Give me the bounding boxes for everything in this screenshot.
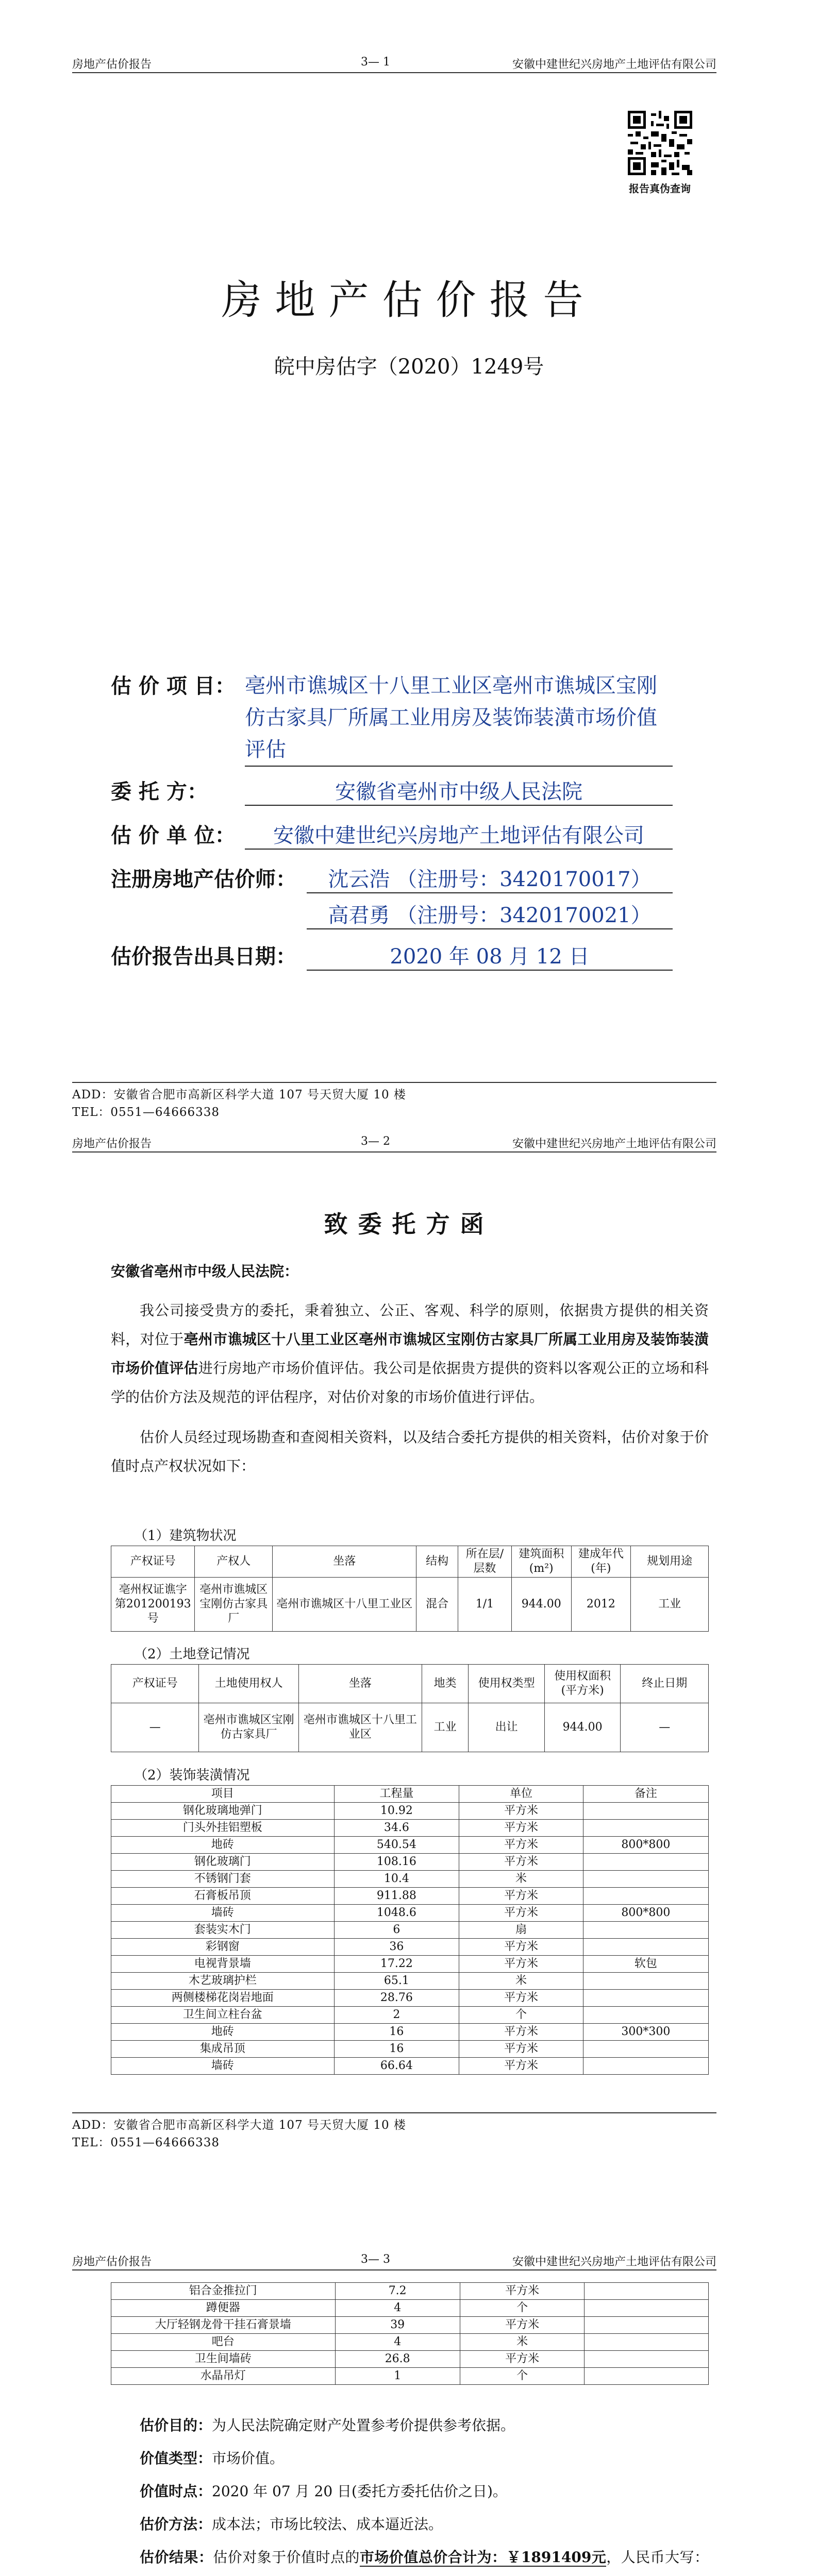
- table-cell: [583, 1854, 708, 1871]
- table-header: 土地使用权人: [199, 1665, 298, 1703]
- salutation: 安徽省亳州市中级人民法院：: [111, 1263, 299, 1280]
- footer-tel: TEL：0551—64666338: [72, 1106, 220, 1119]
- table-cell: —: [111, 1703, 199, 1752]
- report-title: 房地产估价报告: [221, 277, 597, 324]
- table-cell: 2: [334, 2007, 459, 2024]
- table-header: 产权证号: [111, 1665, 199, 1703]
- table-header: 结构: [416, 1546, 458, 1578]
- table-cell: 个: [460, 2368, 584, 2385]
- header-page: 3— 1: [361, 56, 390, 69]
- table-cell: 木艺玻璃护栏: [111, 1973, 335, 1990]
- table-cell: 平方米: [459, 1837, 583, 1854]
- p1-subject: 亳州市谯城区十八里工业区亳州市谯城区宝刚仿古家具厂所属工业用房及装饰装潢市场价值评估: [111, 1331, 709, 1377]
- table-cell: 944.00: [544, 1703, 621, 1752]
- table-cell: 钢化玻璃地弹门: [111, 1803, 335, 1820]
- type-label: 价值类型：: [140, 2450, 212, 2467]
- table-row: [111, 2007, 709, 2024]
- table-cell: 米: [460, 2334, 584, 2351]
- result-c: ，人民币大写：: [606, 2549, 709, 2566]
- table-cell: 800*800: [583, 1837, 708, 1854]
- table-cell: 65.1: [334, 1973, 459, 1990]
- table-cell: 两侧楼梯花岗岩地面: [111, 1990, 335, 2007]
- table-cell: 7.2: [335, 2283, 460, 2300]
- table-header: 项目: [111, 1786, 335, 1803]
- table-header: 坐落: [298, 1665, 422, 1703]
- table-header: 使用权面积(平方米): [544, 1665, 621, 1703]
- page-header: [72, 1131, 716, 1153]
- table-header: 使用权类型: [469, 1665, 545, 1703]
- project-label: 估 价 项 目：: [111, 674, 236, 698]
- table-cell: 套装实木门: [111, 1922, 335, 1939]
- table-cell: 米: [459, 1871, 583, 1888]
- table-header: 单位: [459, 1786, 583, 1803]
- table-cell: 300*300: [583, 2024, 708, 2041]
- table-row: [111, 2334, 709, 2351]
- client-value: 安徽省亳州市中级人民法院: [245, 775, 673, 806]
- table-cell: 水晶吊灯: [111, 2368, 336, 2385]
- table-cell: 个: [460, 2300, 584, 2317]
- method-value: 成本法；市场比较法、成本逼近法。: [212, 2516, 443, 2533]
- table-cell: 2012: [571, 1578, 631, 1632]
- appraiser-2: 高君勇 （注册号：3420170021）: [307, 899, 673, 929]
- table-row: [111, 1578, 709, 1632]
- building-table: [111, 1546, 709, 1632]
- table-cell: 66.64: [334, 2058, 459, 2075]
- table-header: 建成年代(年): [571, 1546, 631, 1578]
- table-cell: 墙砖: [111, 1905, 335, 1922]
- table-cell: [585, 2283, 709, 2300]
- table-cell: 平方米: [459, 1888, 583, 1905]
- method-label: 估价方法：: [140, 2516, 212, 2533]
- result-total: 市场价值总价合计为：￥1891409元: [359, 2549, 607, 2566]
- table-row: [111, 1888, 709, 1905]
- table-header: 坐落: [273, 1546, 416, 1578]
- table-row: [111, 2300, 709, 2317]
- page-3: [0, 2246, 818, 2576]
- p1-c: 进行房地产市场价值评估。我公司是依据贵方提供的资料以客观公正的立场和科学的估价方法及规范的评估程序，对估价对象的市场价值进行评估。: [111, 1360, 709, 1405]
- section-land: （2）土地登记情况: [134, 1647, 250, 1662]
- table-cell: [583, 1871, 708, 1888]
- table-cell: 17.22: [334, 1956, 459, 1973]
- table-cell: 亳州市谯城区宝刚仿古家具厂: [199, 1703, 298, 1752]
- table-row: [111, 1990, 709, 2007]
- table-cell: 平方米: [459, 2058, 583, 2075]
- table-cell: 门头外挂铝塑板: [111, 1820, 335, 1837]
- header-left: 房地产估价报告: [72, 2256, 152, 2268]
- table-cell: 石膏板吊顶: [111, 1888, 335, 1905]
- letter-title: 致委托方函: [324, 1210, 494, 1238]
- table-row: [111, 2041, 709, 2058]
- value-date-label: 价值时点：: [140, 2483, 212, 2500]
- table-cell: 944.00: [511, 1578, 571, 1632]
- table-header-row: [111, 1786, 709, 1803]
- table-row: [111, 1973, 709, 1990]
- table-cell: [583, 1803, 708, 1820]
- valuation-section: [111, 2411, 709, 2576]
- table-header: 规划用途: [631, 1546, 709, 1578]
- document-number: 皖中房估字（2020）1249号: [274, 355, 544, 379]
- table-row: [111, 2058, 709, 2075]
- land-table: [111, 1664, 709, 1752]
- table-cell: 亳州市谯城区十八里工业区: [298, 1703, 422, 1752]
- table-cell: 4: [335, 2334, 460, 2351]
- p1-a: 我公司接受贵方的委托，秉着独立、公正、客观、科学的原则，依据贵方提供的相关资料，对位于: [111, 1302, 709, 1348]
- table-cell: 出让: [469, 1703, 545, 1752]
- qr-code-icon[interactable]: [628, 111, 692, 175]
- qr-label: 报告真伪查询: [629, 182, 691, 195]
- table-cell: —: [621, 1703, 709, 1752]
- appraiser-org-label: 估 价 单 位：: [111, 823, 236, 848]
- type-value: 市场价值。: [212, 2450, 285, 2467]
- table-cell: 铝合金推拉门: [111, 2283, 336, 2300]
- table-cell: 吧台: [111, 2334, 336, 2351]
- table-cell: 911.88: [334, 1888, 459, 1905]
- purpose-line: [111, 2411, 709, 2440]
- table-cell: [583, 1939, 708, 1956]
- purpose-label: 估价目的：: [140, 2417, 212, 2434]
- appraisers-label: 注册房地产估价师：: [111, 867, 296, 891]
- table-row: [111, 1956, 709, 1973]
- method-line: [111, 2510, 709, 2539]
- letter-paragraph-2: 估价人员经过现场勘查和查阅相关资料，以及结合委托方提供的相关资料，估价对象于价值时点产权状况如下：: [111, 1429, 709, 1475]
- table-row: [111, 2024, 709, 2041]
- date-label: 估价报告出具日期：: [111, 944, 296, 969]
- table-cell: 34.6: [334, 1820, 459, 1837]
- table-row: [111, 1820, 709, 1837]
- table-header: 产权人: [195, 1546, 273, 1578]
- table-cell: 16: [334, 2041, 459, 2058]
- header-page: 3— 2: [361, 1135, 390, 1148]
- table-header: 建筑面积(m²): [511, 1546, 571, 1578]
- header-page: 3— 3: [361, 2253, 390, 2266]
- table-cell: 26.8: [335, 2351, 460, 2368]
- table-cell: 地砖: [111, 2024, 335, 2041]
- table-cell: [585, 2300, 709, 2317]
- table-cell: 集成吊顶: [111, 2041, 335, 2058]
- table-cell: 蹲便器: [111, 2300, 336, 2317]
- table-cell: [583, 2058, 708, 2075]
- table-cell: 平方米: [460, 2283, 584, 2300]
- table-cell: 平方米: [459, 1939, 583, 1956]
- table-cell: 4: [335, 2300, 460, 2317]
- footer-tel: TEL：0551—64666338: [72, 2136, 220, 2149]
- table-cell: [583, 1888, 708, 1905]
- cover-info: [111, 670, 704, 976]
- appraiser-1: 沈云浩 （注册号：3420170017）: [307, 863, 673, 893]
- table-row: [111, 1939, 709, 1956]
- table-cell: 工业: [631, 1578, 709, 1632]
- table-cell: 个: [459, 2007, 583, 2024]
- table-cell: 10.4: [334, 1871, 459, 1888]
- table-cell: [585, 2317, 709, 2334]
- table-cell: 540.54: [334, 1837, 459, 1854]
- value-date-value: 2020 年 07 月 20 日(委托方委托估价之日)。: [212, 2483, 507, 2500]
- page-footer: [72, 2112, 716, 2151]
- header-right: 安徽中建世纪兴房地产土地评估有限公司: [512, 1138, 716, 1150]
- table-cell: 平方米: [459, 1854, 583, 1871]
- table-row: [111, 1854, 709, 1871]
- table-cell: [585, 2368, 709, 2385]
- table-row: [111, 2351, 709, 2368]
- table-cell: 1/1: [458, 1578, 511, 1632]
- result-line: [111, 2543, 709, 2576]
- table-cell: 平方米: [459, 1905, 583, 1922]
- table-cell: [583, 1820, 708, 1837]
- table-cell: 钢化玻璃门: [111, 1854, 335, 1871]
- table-header: 地类: [422, 1665, 468, 1703]
- project-value: 亳州市谯城区十八里工业区亳州市谯城区宝刚仿古家具厂所属工业用房及装饰装潢市场价值评估: [245, 670, 673, 767]
- table-cell: 平方米: [460, 2317, 584, 2334]
- table-row: [111, 1803, 709, 1820]
- page-footer: [72, 1082, 716, 1121]
- value-date-line: [111, 2477, 709, 2506]
- table-header-row: [111, 1546, 709, 1578]
- table-cell: 卫生间墙砖: [111, 2351, 336, 2368]
- table-header: 终止日期: [621, 1665, 709, 1703]
- table-cell: 平方米: [459, 2041, 583, 2058]
- table-cell: 电视背景墙: [111, 1956, 335, 1973]
- table-cell: 平方米: [459, 2024, 583, 2041]
- table-cell: 卫生间立柱台盆: [111, 2007, 335, 2024]
- table-cell: [583, 1990, 708, 2007]
- table-cell: 39: [335, 2317, 460, 2334]
- section-decoration: （2）装饰装潢情况: [134, 1768, 250, 1783]
- page-header: [72, 2249, 716, 2270]
- table-cell: [585, 2334, 709, 2351]
- table-cell: 平方米: [459, 1803, 583, 1820]
- table-cell: 扇: [459, 1922, 583, 1939]
- table-row: [111, 1905, 709, 1922]
- letter-body: [111, 1257, 709, 1481]
- table-cell: 工业: [422, 1703, 468, 1752]
- table-cell: 平方米: [459, 1820, 583, 1837]
- section-building: （1）建筑物状况: [134, 1528, 237, 1544]
- decoration-table-continued: [111, 2282, 709, 2385]
- table-cell: [585, 2351, 709, 2368]
- appraiser-org-value: 安徽中建世纪兴房地产土地评估有限公司: [245, 819, 673, 850]
- table-cell: 软包: [583, 1956, 708, 1973]
- header-left: 房地产估价报告: [72, 1138, 152, 1150]
- table-row: [111, 1871, 709, 1888]
- table-cell: 平方米: [459, 1990, 583, 2007]
- table-cell: [583, 1922, 708, 1939]
- table-cell: 不锈钢门套: [111, 1871, 335, 1888]
- table-cell: 亳州市谯城区十八里工业区: [273, 1578, 416, 1632]
- table-header-row: [111, 1665, 709, 1703]
- table-row: [111, 1837, 709, 1854]
- table-cell: [583, 1973, 708, 1990]
- footer-address: ADD：安徽省合肥市高新区科学大道 107 号天贸大厦 10 楼: [72, 2119, 406, 2132]
- table-header: 工程量: [334, 1786, 459, 1803]
- table-cell: 米: [459, 1973, 583, 1990]
- page-header: [72, 52, 716, 73]
- page-2: [0, 1123, 818, 2246]
- table-cell: 36: [334, 1939, 459, 1956]
- table-cell: 1048.6: [334, 1905, 459, 1922]
- table-cell: 28.76: [334, 1990, 459, 2007]
- table-cell: 亳州市谯城区宝刚仿古家具厂: [195, 1578, 273, 1632]
- header-left: 房地产估价报告: [72, 58, 152, 71]
- table-cell: 108.16: [334, 1854, 459, 1871]
- result-a: 估价对象于价值时点的: [213, 2549, 360, 2566]
- table-row: [111, 1922, 709, 1939]
- table-header: 产权证号: [111, 1546, 195, 1578]
- purpose-value: 为人民法院确定财产处置参考价提供参考依据。: [212, 2417, 515, 2434]
- decoration-table: [111, 1785, 709, 2075]
- table-cell: 大厅轻钢龙骨干挂石膏景墙: [111, 2317, 336, 2334]
- type-line: [111, 2444, 709, 2473]
- table-cell: 混合: [416, 1578, 458, 1632]
- table-cell: 彩钢窗: [111, 1939, 335, 1956]
- table-cell: 800*800: [583, 1905, 708, 1922]
- page-1: [0, 0, 818, 1123]
- letter-paragraph-1: [111, 1296, 709, 1412]
- table-header: 所在层/层数: [458, 1546, 511, 1578]
- table-cell: 平方米: [460, 2351, 584, 2368]
- result-label: 估价结果：: [140, 2549, 213, 2566]
- table-cell: [583, 2007, 708, 2024]
- footer-address: ADD：安徽省合肥市高新区科学大道 107 号天贸大厦 10 楼: [72, 1088, 406, 1101]
- table-row: [111, 2368, 709, 2385]
- date-value: 2020 年 08 月 12 日: [307, 940, 673, 971]
- table-cell: 平方米: [459, 1956, 583, 1973]
- table-row: [111, 1703, 709, 1752]
- table-row: [111, 2317, 709, 2334]
- table-cell: 10.92: [334, 1803, 459, 1820]
- table-cell: 6: [334, 1922, 459, 1939]
- client-label: 委 托 方：: [111, 779, 208, 804]
- table-row: [111, 2283, 709, 2300]
- table-cell: 1: [335, 2368, 460, 2385]
- header-right: 安徽中建世纪兴房地产土地评估有限公司: [512, 2256, 716, 2268]
- table-header: 备注: [583, 1786, 708, 1803]
- table-cell: 地砖: [111, 1837, 335, 1854]
- table-cell: [583, 2041, 708, 2058]
- table-cell: 亳州权证谯字第201200193号: [111, 1578, 195, 1632]
- table-cell: 墙砖: [111, 2058, 335, 2075]
- table-cell: 16: [334, 2024, 459, 2041]
- header-right: 安徽中建世纪兴房地产土地评估有限公司: [512, 58, 716, 71]
